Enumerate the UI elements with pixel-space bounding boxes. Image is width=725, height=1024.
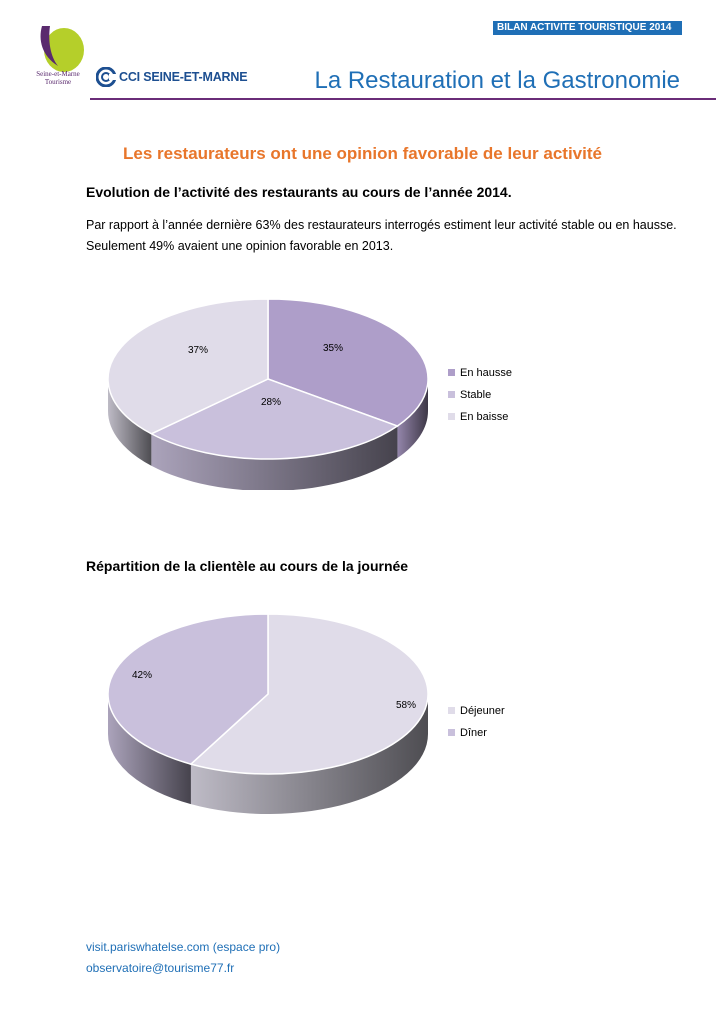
legend-swatch-stable [448, 391, 455, 398]
legend-label-en-hausse: En hausse [460, 367, 512, 379]
legend-swatch-déjeuner [448, 707, 455, 714]
activity-evolution-pie-chart [86, 280, 646, 490]
legend-swatch-en-baisse [448, 413, 455, 420]
legend-label-stable: Stable [460, 389, 492, 401]
data-label-en-baisse: 37% [187, 345, 209, 356]
data-label-déjeuner: 58% [395, 700, 417, 711]
clientele-distribution-pie-chart [86, 602, 646, 832]
data-label-en-hausse: 35% [322, 343, 344, 354]
cci-logo [96, 67, 247, 87]
report-banner: BILAN ACTIVITE TOURISTIQUE 2014 [493, 21, 682, 35]
legend-label-déjeuner: Déjeuner [460, 705, 505, 717]
cci-logo-text: CCI SEINE-ET-MARNE [119, 70, 248, 84]
section1-paragraph: Par rapport à l’année dernière 63% des restaurateurs interrogés estiment leur activité stable ou en hausse. Seulement 49% avaient une opinion favorable en 2013. [86, 218, 677, 253]
logo-tourisme-text: Seine-et-Marne Tourisme [36, 70, 80, 86]
legend-swatch-en-hausse [448, 369, 455, 376]
section1-heading: Evolution de l’activité des restaurants au cours de l’année 2014. [86, 184, 512, 200]
legend-label-dîner: Dîner [460, 727, 487, 739]
headline: Les restaurateurs ont une opinion favorable de leur activité [123, 144, 602, 163]
footer-website-link[interactable]: visit.pariswhatelse.com (espace pro) [86, 940, 281, 954]
data-label-stable: 28% [260, 397, 282, 408]
footer-email-link[interactable]: observatoire@tourisme77.fr [86, 961, 235, 975]
cci-mark-icon [96, 67, 116, 87]
data-label-dîner: 42% [131, 670, 153, 681]
section2-heading: Répartition de la clientèle au cours de la journée [86, 558, 409, 574]
legend-label-en-baisse: En baisse [460, 411, 509, 423]
legend-swatch-dîner [448, 729, 455, 736]
page-title: La Restauration et la Gastronomie [314, 67, 680, 94]
title-divider [90, 98, 716, 100]
